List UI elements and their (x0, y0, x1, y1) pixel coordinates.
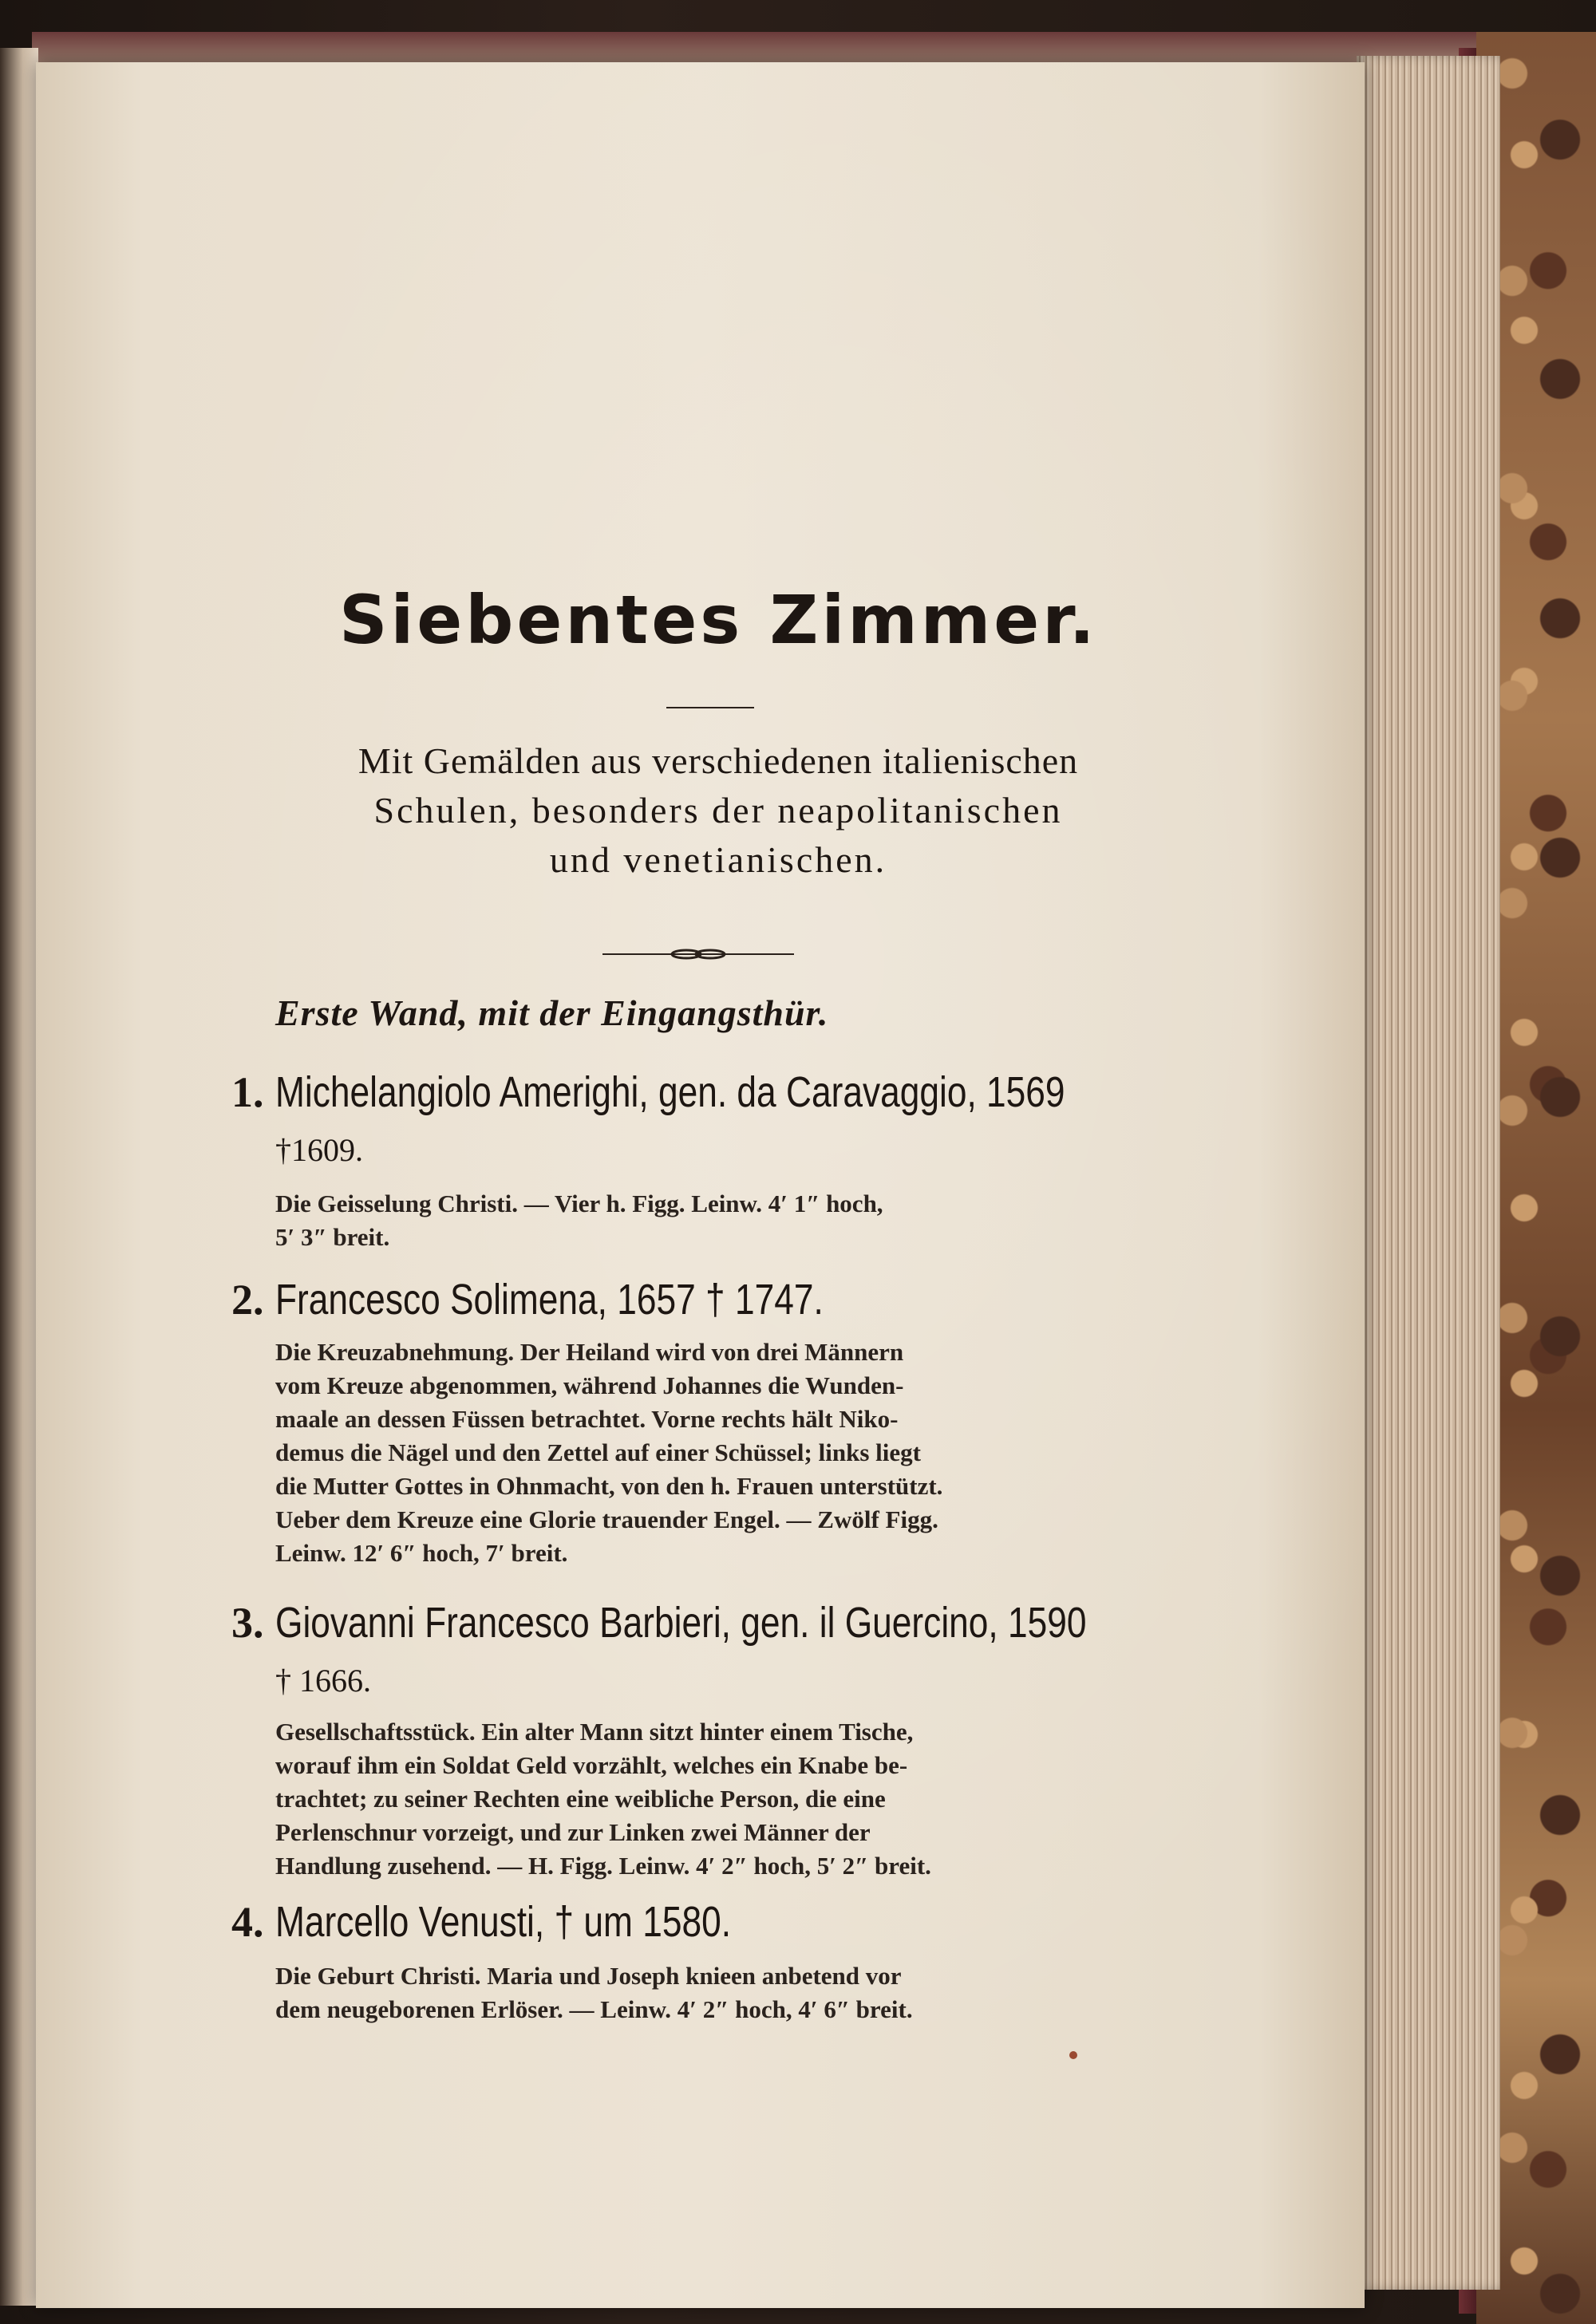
ornament-divider (602, 946, 794, 962)
entry-heading-continuation: †1609. (275, 1132, 363, 1168)
subtitle-line: und venetianischen. (549, 839, 887, 880)
artist-name: Francesco Solimena, 1657 † 1747. (275, 1276, 824, 1324)
entry-heading (231, 1067, 1238, 1117)
description-line: maale an dessen Füssen betrachtet. Vorne rechts hält Niko- (275, 1405, 899, 1433)
entry-description (275, 1715, 1233, 1883)
entry-heading (231, 1275, 943, 1324)
entry-number: 4. (231, 1898, 264, 1946)
entry-description (275, 1336, 1233, 1570)
subtitle-line: Mit Gemälden aus verschiedenen italienischen (358, 740, 1079, 781)
artist-name: Giovanni Francesco Barbieri, gen. il Guercino, 1590 (275, 1599, 1087, 1647)
divider-rule (666, 707, 754, 708)
description-line: Ueber dem Kreuze eine Glorie trauender Engel. — Zwölf Figg. (275, 1505, 938, 1533)
entry-number: 1. (231, 1068, 264, 1116)
description-line: worauf ihm ein Soldat Geld vorzählt, welches ein Knabe be- (275, 1751, 908, 1779)
description-line: Handlung zusehend. — H. Figg. Leinw. 4′ 2″ hoch, 5′ 2″ breit. (275, 1852, 931, 1880)
description-line: demus die Nägel und den Zettel auf einer Schüssel; links liegt (275, 1438, 921, 1466)
book-page (36, 62, 1365, 2308)
description-line: Die Geburt Christi. Maria und Joseph knieen anbetend vor (275, 1962, 902, 1990)
description-line: Perlenschnur vorzeigt, und zur Linken zwei Männer der (275, 1818, 871, 1846)
page-block-edge (1357, 56, 1500, 2290)
left-page-edge (0, 48, 38, 2306)
entry-number: 2. (231, 1276, 264, 1324)
description-line: Die Geisselung Christi. — Vier h. Figg. Leinw. 4′ 1″ hoch, (275, 1190, 883, 1217)
page-title: Siebentes Zimmer. (339, 581, 1098, 659)
page-subtitle (192, 736, 1245, 885)
artist-name: Marcello Venusti, † um 1580. (275, 1898, 731, 1946)
entry-description (275, 1187, 1233, 1254)
entry-heading (231, 1598, 1264, 1647)
subtitle-line: Schulen, besonders der neapolitanischen (373, 790, 1063, 831)
description-line: vom Kreuze abgenommen, während Johannes die Wunden- (275, 1371, 904, 1399)
entry-number: 3. (231, 1599, 264, 1647)
description-line: die Mutter Gottes in Ohnmacht, von den h. Frauen unterstützt. (275, 1472, 943, 1500)
description-line: dem neugeborenen Erlöser. — Leinw. 4′ 2″ hoch, 4′ 6″ breit. (275, 1995, 913, 2023)
section-heading: Erste Wand, mit der Eingangsthür. (275, 992, 829, 1033)
description-line: Die Kreuzabnehmung. Der Heiland wird von drei Männern (275, 1338, 904, 1366)
entry-heading (231, 1897, 831, 1947)
description-line: Leinw. 12′ 6″ hoch, 7′ breit. (275, 1539, 568, 1567)
description-line: 5′ 3″ breit. (275, 1223, 390, 1251)
artist-name: Michelangiolo Amerighi, gen. da Caravaggio, 1569 (275, 1068, 1065, 1116)
ink-speck (1069, 2051, 1077, 2059)
entry-heading-continuation: † 1666. (275, 1663, 371, 1699)
entry-description (275, 1959, 1233, 2026)
description-line: Gesellschaftsstück. Ein alter Mann sitzt hinter einem Tische, (275, 1718, 914, 1746)
description-line: trachtet; zu seiner Rechten eine weibliche Person, die eine (275, 1785, 886, 1813)
